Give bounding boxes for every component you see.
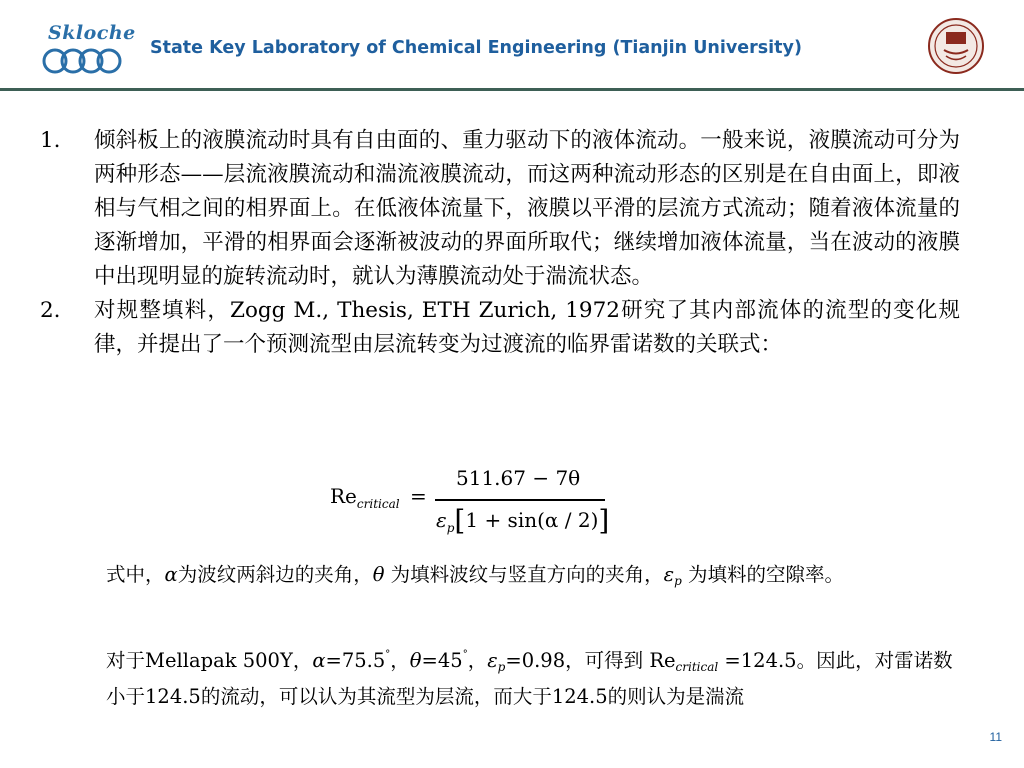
item-number: 1. bbox=[40, 128, 61, 153]
symbol-definitions: 式中，α为波纹两斜边的夹角，θ 为填料波纹与竖直方向的夹角，$\varepsilon_p$ 为填料的空隙率。 bbox=[106, 563, 845, 588]
header-divider bbox=[0, 88, 1024, 91]
list-item bbox=[40, 294, 970, 362]
item-text: 对规整填料，Zogg M., Thesis, ETH Zurich, 1972研究了其内部流体的流型的变化规律，并提出了一个预测流型由层流转变为过渡流的临界雷诺数的关联式： bbox=[94, 298, 960, 357]
item-number: 2. bbox=[40, 298, 61, 323]
mellapak-example: 对于Mellapak 500Y，α=75.5°，θ=45°，$\varepsilon_p=0.98$，可得到 $Re_{critical} =124.5$。因此，对雷诺数小于124.5的流动，可以认为其流型为层流，而大于124.5的则认为是湍流 bbox=[106, 649, 953, 708]
header-title: State Key Laboratory of Chemical Engineering (Tianjin University) bbox=[150, 38, 802, 58]
formula-lhs: $Re_{critical}$ bbox=[330, 484, 400, 511]
fraction-bar bbox=[435, 499, 605, 501]
rings-icon bbox=[42, 46, 122, 76]
skloche-logo bbox=[40, 22, 136, 78]
formula-denominator: $\varepsilon_p[1 + \sin(\alpha / 2)]$ bbox=[436, 504, 610, 537]
list-item bbox=[40, 124, 970, 294]
item-text: 倾斜板上的液膜流动时具有自由面的、重力驱动下的液体流动。一般来说，液膜流动可分为两种形态——层流液膜流动和湍流液膜流动，而这两种流动形态的区别是在自由面上，即液相与气相之间的相界面上。在低液体流量下，液膜以平滑的层流方式流动；随着液体流量的逐渐增加，平滑的相界面会逐渐被波动的界面所取代；继续增加液体流量，当在波动的液膜中出现明显的旋转流动时，就认为薄膜流动处于湍流状态。 bbox=[94, 128, 960, 289]
formula-equals: = bbox=[410, 484, 427, 508]
main-content bbox=[40, 124, 970, 362]
logo-text: Skloche bbox=[48, 22, 136, 44]
university-seal-icon bbox=[927, 17, 985, 75]
slide-header bbox=[0, 0, 1024, 92]
formula-numerator: 511.67 − 7θ bbox=[456, 466, 581, 490]
reynolds-formula bbox=[330, 466, 620, 536]
page-number: 11 bbox=[989, 730, 1002, 744]
